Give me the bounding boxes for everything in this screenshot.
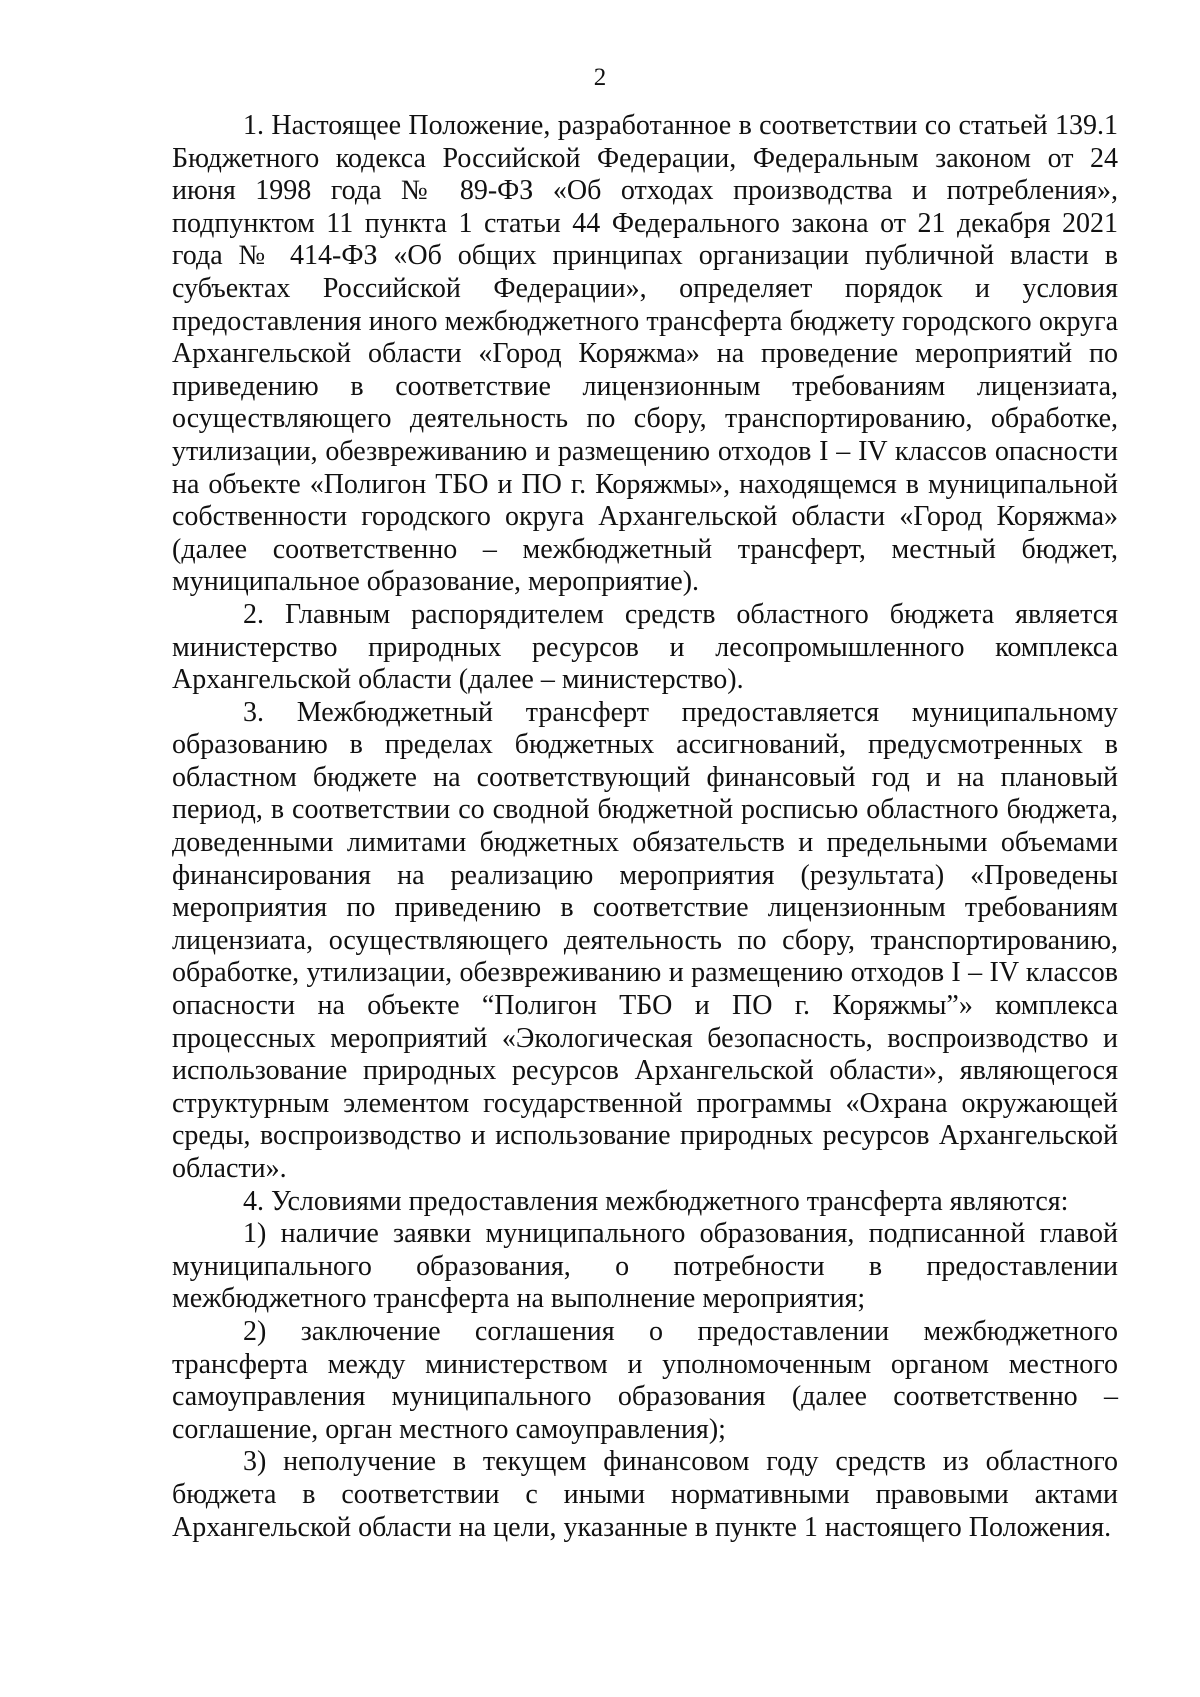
- page-number: 2: [593, 64, 607, 91]
- paragraph-1: 1. Настоящее Положение, разработанное в соответствии со статьей 139.1 Бюджетного кодекса Российской Федерации, Федеральным законом от 24 июня 1998 года № 89-ФЗ «Об отходах производства и потребления», подпунктом 11 пункта 1 статьи 44 Федерального закона от 21 декабря 2021 года № 414-ФЗ «Об общих принципах организации публичной власти в субъектах Российской Федерации», определяет порядок и условия предоставления иного межбюджетного трансферта бюджету городского округа Архангельской области «Город Коряжма» на проведение мероприятий по приведению в соответствие лицензионным требованиям лицензиата, осуществляющего деятельность по сбору, транспортированию, обработке, утилизации, обезвреживанию и размещению отходов I – IV классов опасности на объекте «Полигон ТБО и ПО г. Коряжмы», находящемся в муниципальной собственности городского округа Архангельской области «Город Коряжма» (далее соответственно – межбюджетный трансферт, местный бюджет, муниципальное образование, мероприятие).: [172, 110, 1118, 598]
- paragraph-4-item-2: 2) заключение соглашения о предоставлении межбюджетного трансферта между министерством и уполномоченным органом местного самоуправления муниципального образования (далее соответственно – соглашение, орган местного самоуправления);: [172, 1315, 1118, 1445]
- paragraph-3: 3. Межбюджетный трансферт предоставляется муниципальному образованию в пределах бюджетных ассигнований, предусмотренных в областном бюджете на соответствующий финансовый год и на плановый период, в соответствии со сводной бюджетной росписью областного бюджета, доведенными лимитами бюджетных обязательств и предельными объемами финансирования на реализацию мероприятия (результата) «Проведены мероприятия по приведению в соответствие лицензионным требованиям лицензиата, осуществляющего деятельность по сбору, транспортированию, обработке, утилизации, обезвреживанию и размещению отходов I – IV классов опасности на объекте “Полигон ТБО и ПО г. Коряжмы”» комплекса процессных мероприятий «Экологическая безопасность, воспроизводство и использование природных ресурсов Архангельской области», являющегося структурным элементом государственной программы «Охрана окружающей среды, воспроизводство и использование природных ресурсов Архангельской области».: [172, 696, 1118, 1184]
- paragraph-4: 4. Условиями предоставления межбюджетного трансферта являются:: [243, 1185, 1069, 1217]
- paragraph-2: 2. Главным распорядителем средств областного бюджета является министерство природных ресурсов и лесопромышленного комплекса Архангельской области (далее – министерство).: [172, 598, 1118, 696]
- paragraph-4-item-1: 1) наличие заявки муниципального образования, подписанной главой муниципального образования, о потребности в предоставлении межбюджетного трансферта на выполнение мероприятия;: [172, 1218, 1118, 1315]
- paragraph-4-item-3: 3) неполучение в текущем финансовом году средств из областного бюджета в соответствии с иными нормативными правовыми актами Архангельской области на цели, указанные в пункте 1 настоящего Положения.: [172, 1446, 1118, 1543]
- document-body: [172, 110, 1118, 1544]
